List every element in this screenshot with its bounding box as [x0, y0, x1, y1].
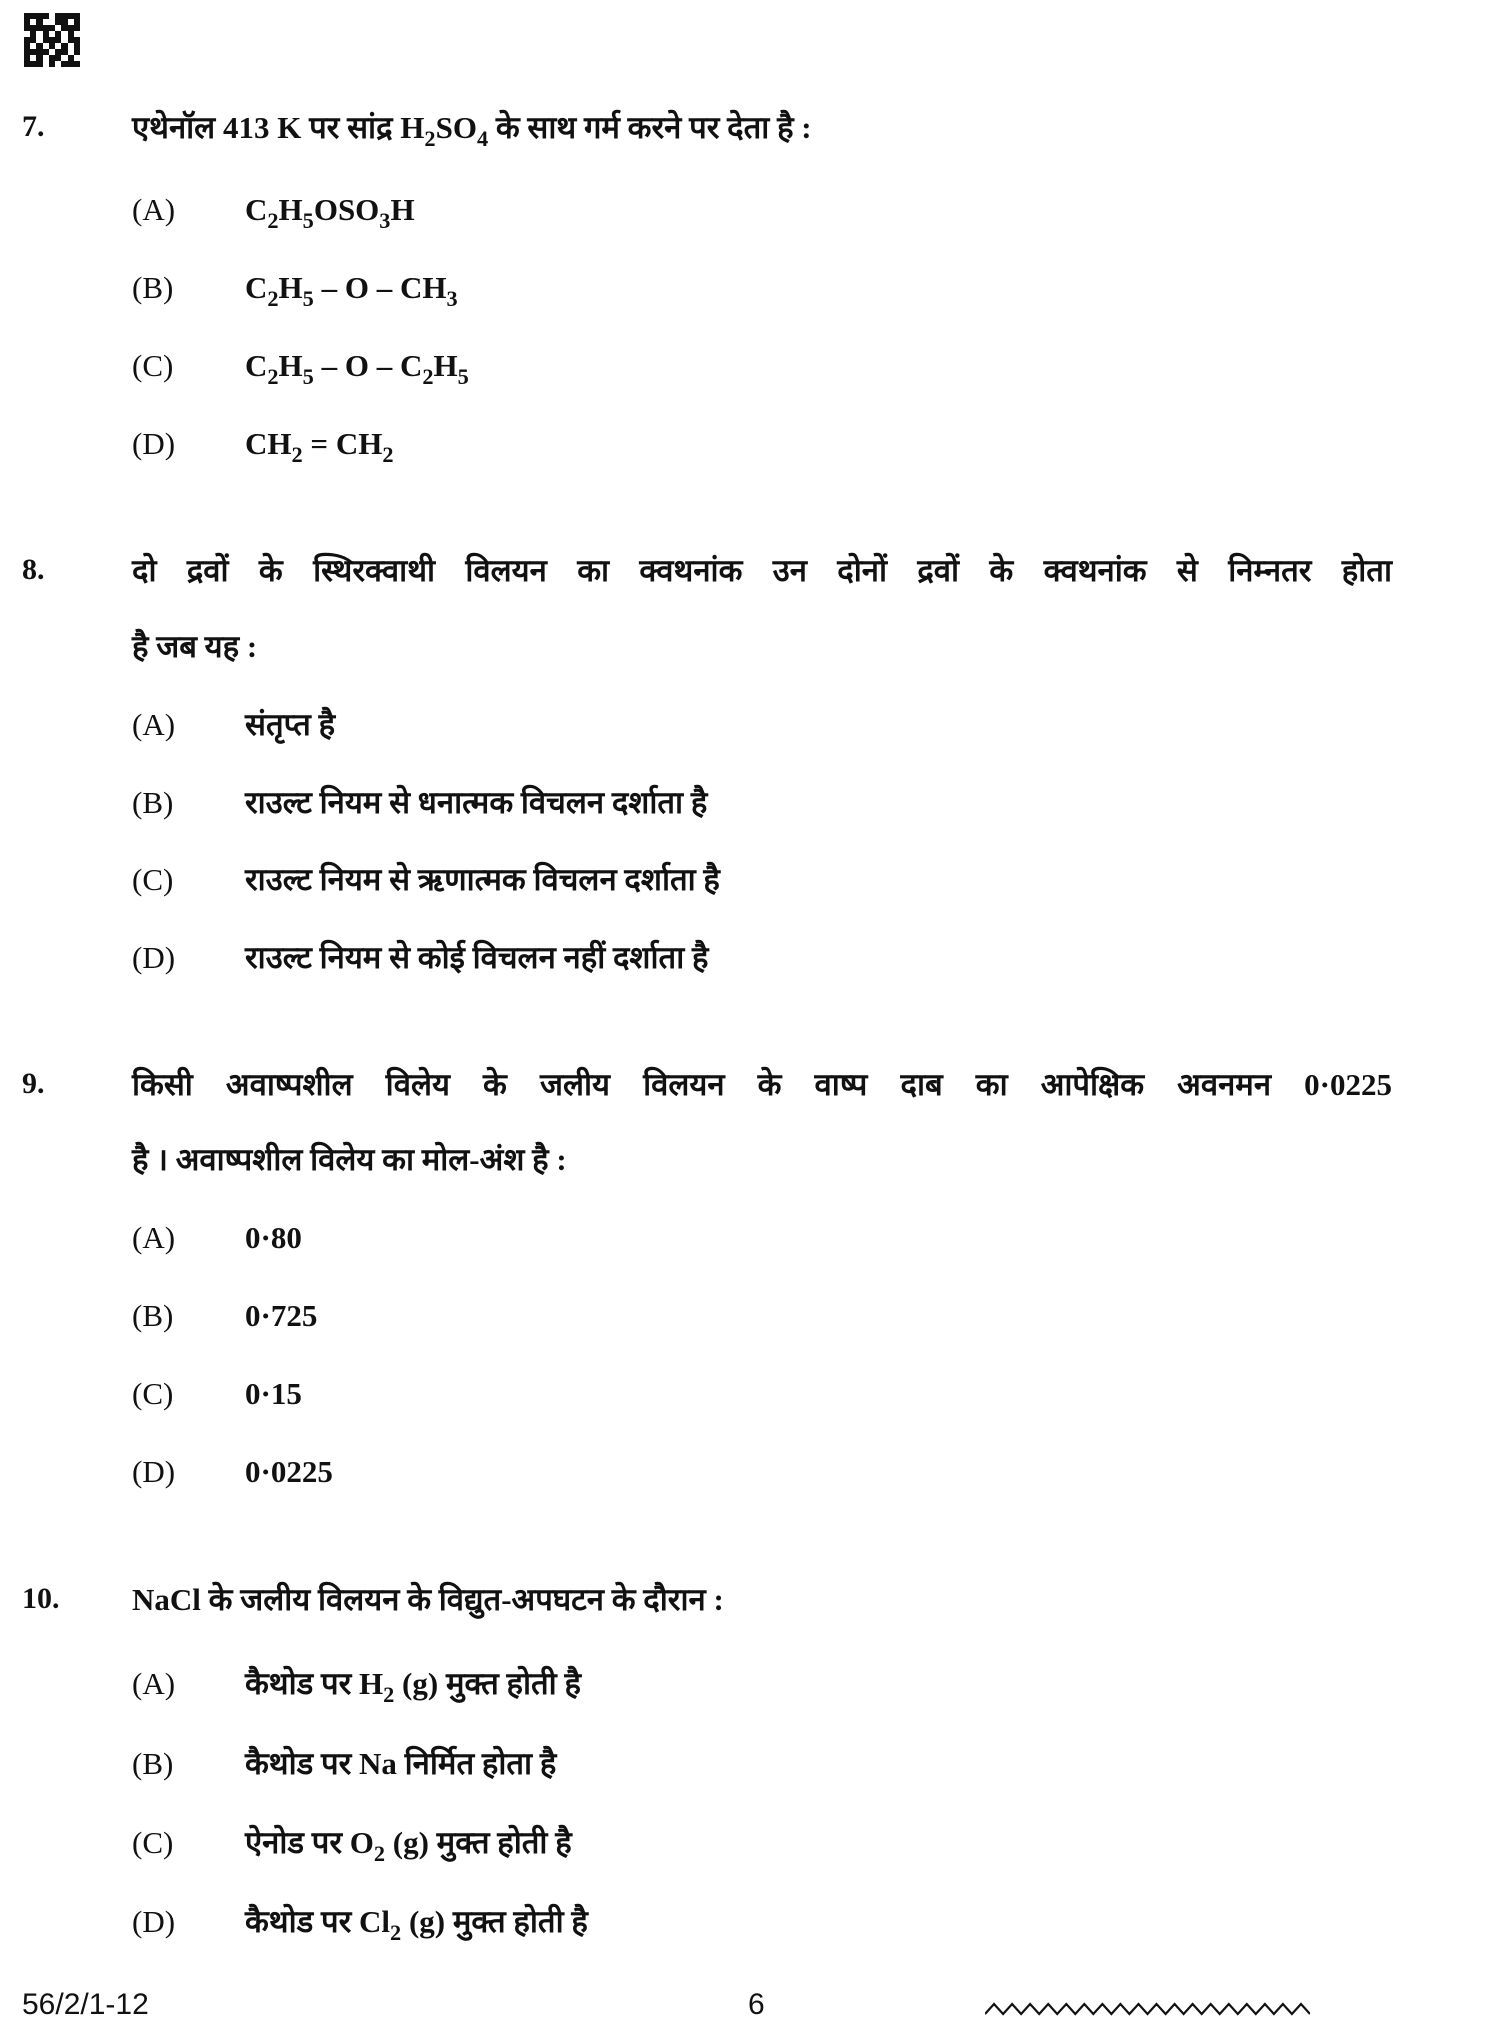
option-a[interactable] — [132, 703, 335, 745]
option-text: संतृप्त है — [245, 707, 336, 742]
option-label: (D) — [132, 1904, 176, 1939]
option-text: $C_2H_5$ – O – $CH_3$ — [245, 270, 458, 311]
option-label: (D) — [132, 426, 176, 461]
option-text: $CH_2 = CH_2$ — [245, 426, 394, 467]
option-text: $C_2H_5$ – O – $C_2H_5$ — [245, 348, 469, 389]
question-number: 10. — [22, 1582, 60, 1615]
option-label: (B) — [132, 1298, 174, 1333]
question-stem-line-1: किसी अवाष्पशील विलेय के जलीय विलयन के वाष्प दाब का आपेक्षिक अवनमन 0·0225 — [132, 1067, 1392, 1102]
option-label: (C) — [132, 348, 174, 383]
option-d[interactable] — [132, 426, 394, 467]
option-d[interactable] — [132, 1454, 333, 1490]
option-d[interactable] — [132, 936, 708, 978]
option-label: (D) — [132, 940, 176, 975]
wavy-line-icon — [985, 2002, 1310, 2016]
option-label: (A) — [132, 1666, 176, 1701]
option-label: (C) — [132, 1825, 174, 1860]
question-stem-line-1: दो द्रवों के स्थिरक्वाथी विलयन का क्वथनांक उन दोनों द्रवों के क्वथनांक से निम्नतर होता — [132, 553, 1392, 588]
option-text: कैथोड पर $Cl_2$ (g) मुक्त होती है — [245, 1904, 588, 1945]
option-b[interactable] — [132, 1742, 556, 1784]
option-a[interactable] — [132, 1662, 581, 1707]
option-label: (B) — [132, 785, 174, 820]
option-b[interactable] — [132, 781, 707, 823]
option-d[interactable] — [132, 1900, 588, 1945]
option-text: राउल्ट नियम से धनात्मक विचलन दर्शाता है — [245, 785, 708, 820]
option-c[interactable] — [132, 1376, 302, 1412]
question-number: 8. — [22, 553, 45, 586]
option-text: 0·15 — [245, 1376, 302, 1411]
option-c[interactable] — [132, 1821, 572, 1866]
option-text: 0·725 — [245, 1298, 318, 1333]
option-c[interactable] — [132, 858, 720, 900]
option-b[interactable] — [132, 1298, 317, 1334]
option-label: (C) — [132, 1376, 174, 1411]
option-a[interactable] — [132, 192, 415, 233]
option-text: 0·80 — [245, 1220, 302, 1255]
option-a[interactable] — [132, 1220, 302, 1256]
paper-code: 56/2/1-12 — [22, 1988, 149, 2021]
question-number: 7. — [22, 110, 45, 143]
option-label: (C) — [132, 862, 174, 897]
option-label: (A) — [132, 1220, 176, 1255]
option-text: कैथोड पर $H_2$ (g) मुक्त होती है — [245, 1666, 581, 1707]
option-label: (D) — [132, 1454, 176, 1489]
question-stem-line-2: है । अवाष्पशील विलेय का मोल-अंश है : — [132, 1142, 567, 1177]
page-footer — [0, 1988, 1505, 2028]
qr-code-icon — [24, 13, 80, 67]
option-c[interactable] — [132, 348, 469, 389]
option-label: (A) — [132, 707, 176, 742]
option-text: $C_2H_5OSO_3H$ — [245, 192, 415, 233]
question-stem: एथेनॉल 413 K पर सांद्र $H_2SO_4$ के साथ गर्म करने पर देता है : — [132, 110, 812, 151]
question-stem: NaCl के जलीय विलयन के विद्युत-अपघटन के दौरान : — [132, 1582, 724, 1617]
option-label: (A) — [132, 192, 176, 227]
option-text: ऐनोड पर $O_2$ (g) मुक्त होती है — [245, 1825, 572, 1866]
page-number: 6 — [748, 1988, 765, 2021]
option-text: कैथोड पर Na निर्मित होता है — [245, 1746, 557, 1781]
option-text: 0·0225 — [245, 1454, 333, 1489]
option-text: राउल्ट नियम से ऋणात्मक विचलन दर्शाता है — [245, 862, 720, 897]
option-label: (B) — [132, 270, 174, 305]
question-stem-line-2: है जब यह : — [132, 629, 258, 664]
question-number: 9. — [22, 1067, 45, 1100]
option-text: राउल्ट नियम से कोई विचलन नहीं दर्शाता है — [245, 940, 709, 975]
option-b[interactable] — [132, 270, 458, 311]
option-label: (B) — [132, 1746, 174, 1781]
